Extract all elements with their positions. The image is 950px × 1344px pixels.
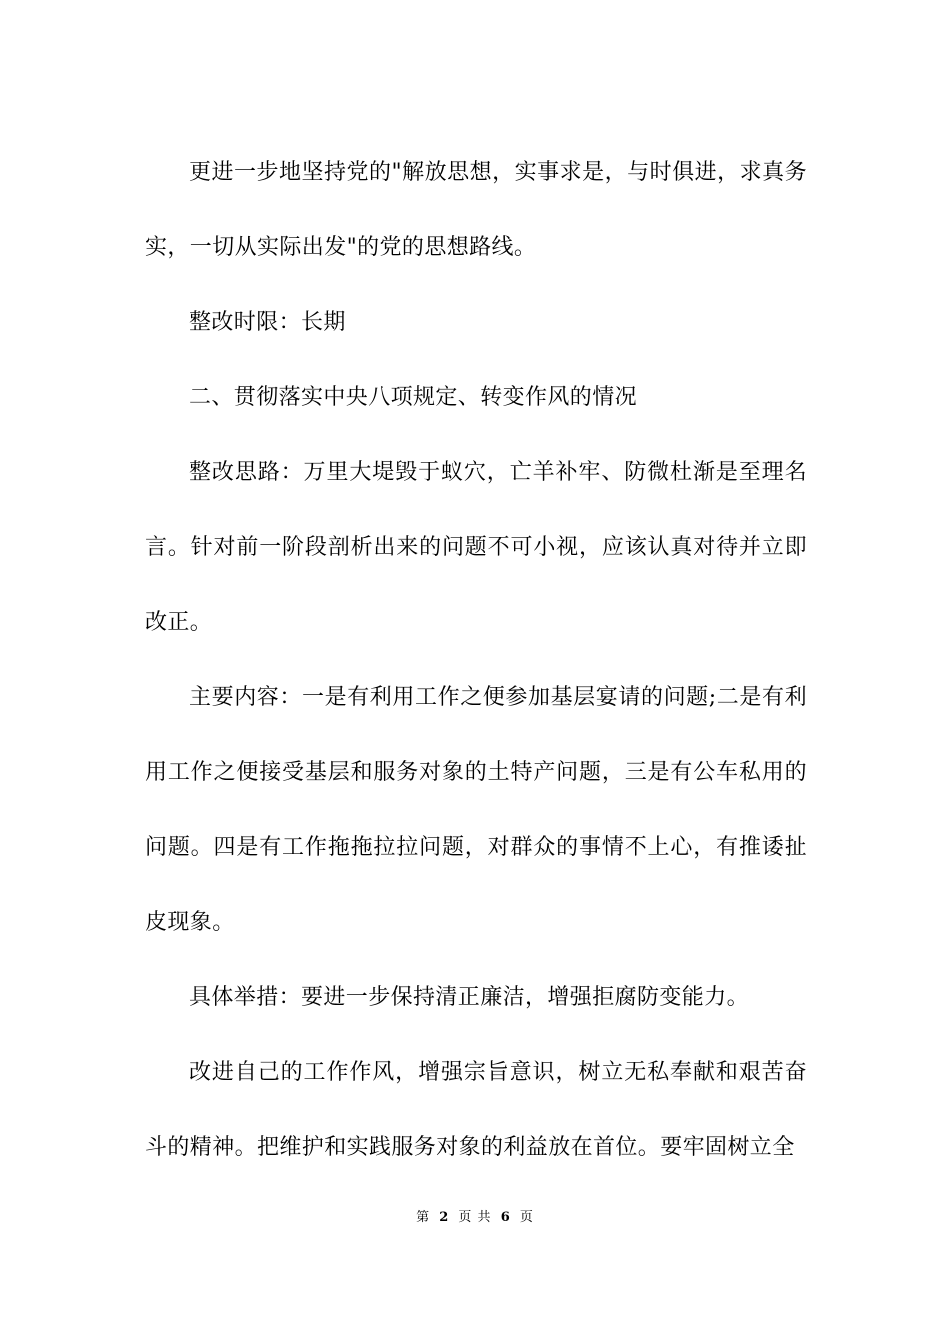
document-body (145, 135, 807, 1185)
current-page-number: 2 (439, 1210, 450, 1225)
paragraph-ideological-line: 更进一步地坚持党的"解放思想，实事求是，与时俱进，求真务实，一切从实际出发"的党的思想路线。 (145, 160, 807, 260)
paragraph-rectification-deadline: 整改时限：长期 (189, 310, 346, 335)
footer-middle: 页 共 (458, 1210, 492, 1225)
paragraph-main-content: 主要内容：一是有利用工作之便参加基层宴请的问题;二是有利用工作之便接受基层和服务对象的土特产问题，三是有公车私用的问题。四是有工作拖拖拉拉问题，对群众的事情不上心，有推诿扯皮现象。 (145, 685, 807, 935)
total-page-count: 6 (500, 1210, 511, 1225)
footer-prefix: 第 (416, 1210, 431, 1225)
paragraph-rectification-approach: 整改思路：万里大堤毁于蚁穴，亡羊补牢、防微杜渐是至理名言。针对前一阶段剖析出来的问题不可小视，应该认真对待并立即改正。 (145, 460, 807, 635)
paragraph-work-style: 改进自己的工作作风，增强宗旨意识，树立无私奉献和艰苦奋斗的精神。把维护和实践服务对象的利益放在首位。要牢固树立全 (145, 1060, 807, 1160)
page-footer (0, 1206, 950, 1225)
paragraph-specific-measures: 具体举措：要进一步保持清正廉洁，增强拒腐防变能力。 (189, 985, 750, 1010)
section-heading-eight-regulations: 二、贯彻落实中央八项规定、转变作风的情况 (189, 385, 638, 410)
footer-suffix: 页 (519, 1210, 534, 1225)
